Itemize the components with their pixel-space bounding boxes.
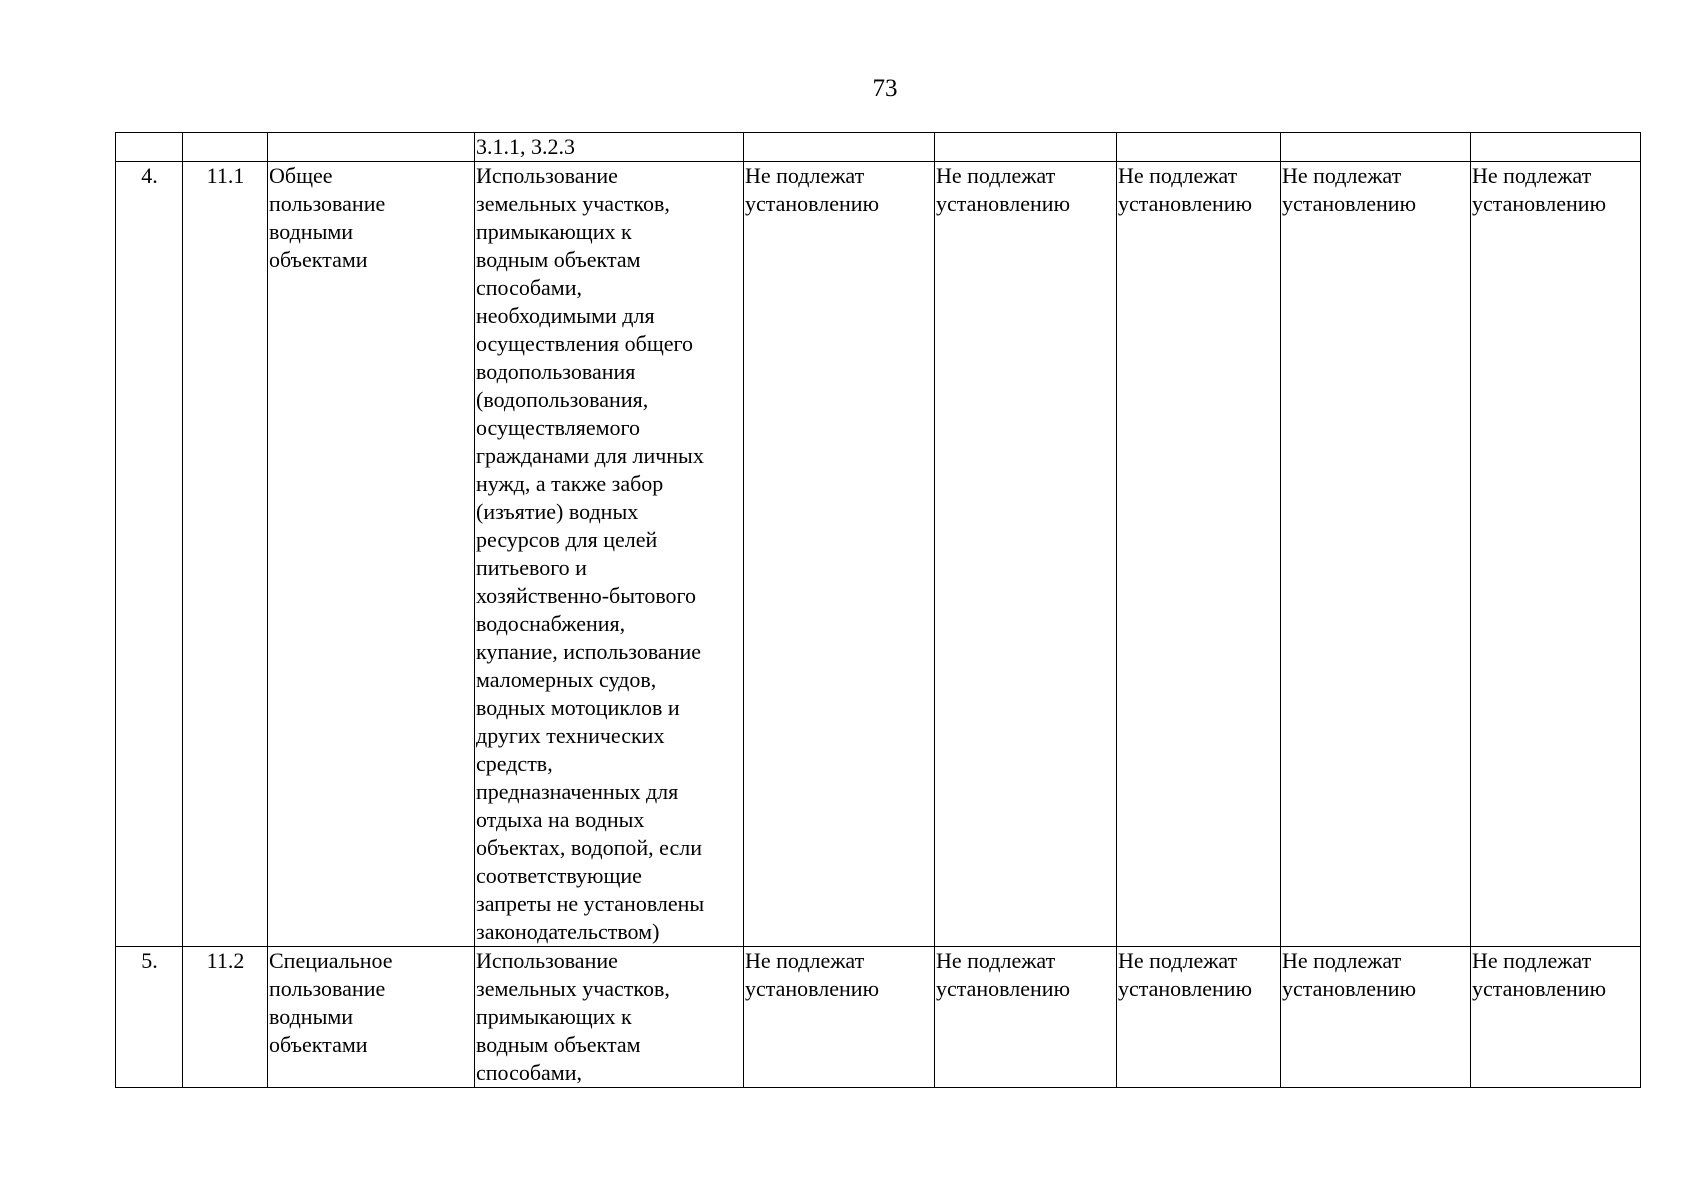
cell-code: 11.2 [183,947,268,1088]
cell-param: Не подлежат установлению [935,947,1117,1088]
cell-param: Не подлежат установлению [1117,947,1281,1088]
cell-param: Не подлежат установлению [744,947,935,1088]
cell-description: Использование земельных участков, примыкающих к водным объектам способами, необходимыми для осуществления общего водопользования (водопользования, осуществляемого гражданами для личных нужд, а также забор (изъятие) водных ресурсов для целей питьевого и хозяйственно-бытового водоснабжения, купание, использование маломерных судов, водных мотоциклов и других технических средств, предназначенных для отдыха на водных объектах, водопой, если соответствующие запреты не установлены законодательством) [475,162,744,947]
table-row-continuation [116,133,1641,162]
land-use-table [115,132,1641,1088]
cell-param: Не подлежат установлению [1471,162,1641,947]
cell-name: Общее пользование водными объектами [268,162,475,947]
cell-param: Не подлежат установлению [1281,162,1471,947]
cell-code [183,133,268,162]
cell-num: 5. [116,947,183,1088]
cell-param: Не подлежат установлению [1281,947,1471,1088]
cell-param [1281,133,1471,162]
cell-param: Не подлежат установлению [1117,162,1281,947]
cell-num: 4. [116,162,183,947]
cell-name [268,133,475,162]
cell-param [1117,133,1281,162]
cell-param: Не подлежат установлению [744,162,935,947]
cell-code-ref: 3.1.1, 3.2.3 [475,133,744,162]
table-row [116,947,1641,1088]
table-row [116,162,1641,947]
cell-param [744,133,935,162]
cell-description: Использование земельных участков, примыкающих к водным объектам способами, [475,947,744,1088]
page-number: 73 [872,75,898,102]
cell-param [1471,133,1641,162]
cell-num [116,133,183,162]
cell-param: Не подлежат установлению [1471,947,1641,1088]
cell-code: 11.1 [183,162,268,947]
cell-param [935,133,1117,162]
cell-param: Не подлежат установлению [935,162,1117,947]
cell-name: Специальное пользование водными объектами [268,947,475,1088]
